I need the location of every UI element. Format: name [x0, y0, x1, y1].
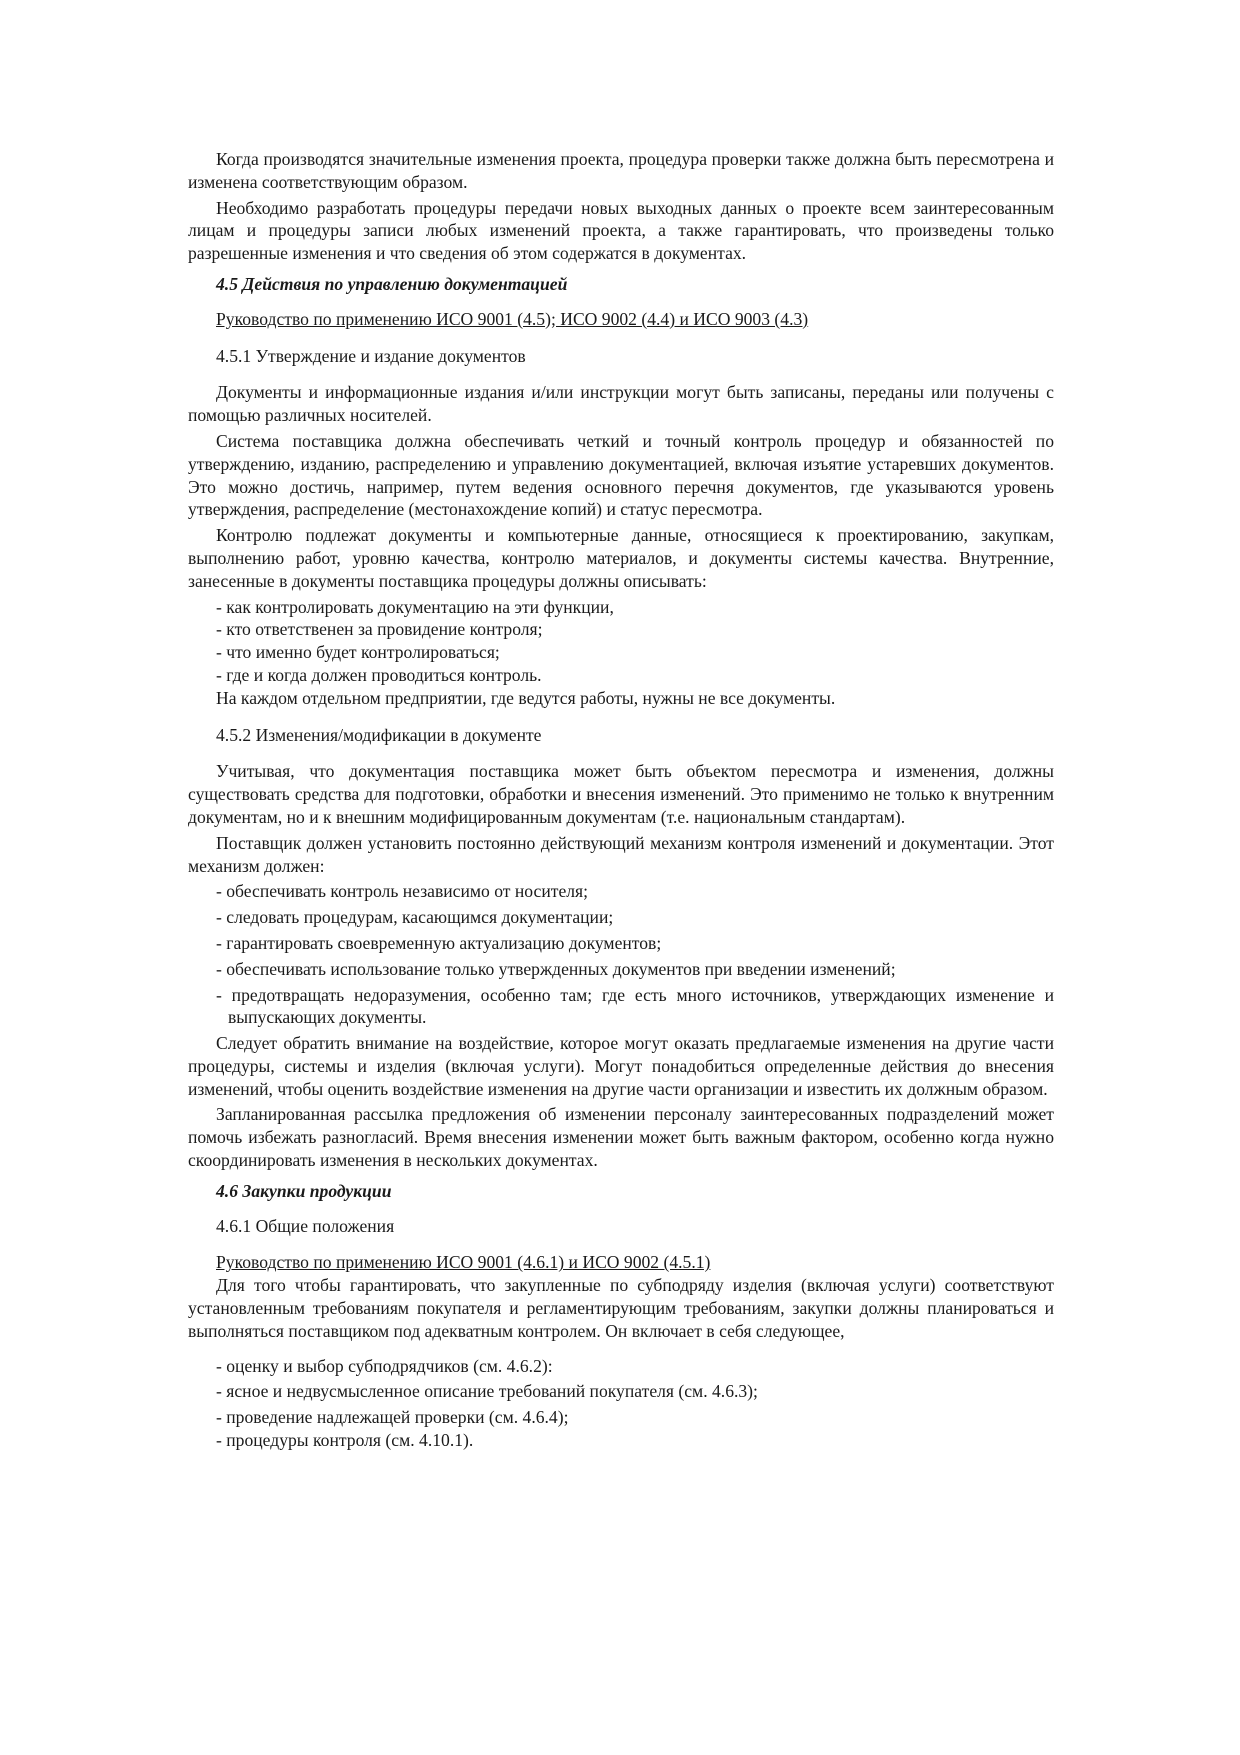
- section-heading-4-5: 4.5 Действия по управлению документацией: [216, 273, 568, 294]
- list-item: - гарантировать своевременную актуализацию документов;: [216, 932, 662, 953]
- paragraph: На каждом отдельном предприятии, где ведутся работы, нужны не все документы.: [216, 687, 836, 708]
- list-item: - где и когда должен проводиться контроль.: [216, 664, 542, 685]
- reference-line: Руководство по применению ИСО 9001 (4.6.1) и ИСО 9002 (4.5.1): [216, 1252, 711, 1273]
- paragraph: Следует обратить внимание на воздействие, которое могут оказать предлагаемые изменения на другие части процедуры, системы и изделия (включая услуги). Могут понадобиться определенные действия до внесения изменений, чтобы оценить воздействие изменения на другие части организации и известить их должным образом.: [188, 1033, 1054, 1099]
- subsection-title: 4.6.1 Общие положения: [216, 1215, 395, 1236]
- list-item: - процедуры контроля (см. 4.10.1).: [216, 1430, 474, 1451]
- section-heading-4-6: 4.6 Закупки продукции: [216, 1180, 392, 1201]
- list-item: - предотвращать недоразумения, особенно там; где есть много источников, утверждающих изменение и выпускающих документы.: [216, 984, 1054, 1028]
- subsection-title: 4.5.2 Изменения/модификации в документе: [216, 724, 542, 745]
- paragraph: Документы и информационные издания и/или инструкции могут быть записаны, переданы или получены с помощью различных носителей.: [188, 382, 1054, 426]
- paragraph: Для того чтобы гарантировать, что закупленные по субподряду изделия (включая услуги) соответствуют установленным требованиям покупателя и регламентирующим требованиям, закупки должны планироваться и выполняться поставщиком под адекватным контролем. Он включает в себя следующее,: [188, 1275, 1054, 1341]
- list-item: - обеспечивать использование только утвержденных документов при введении изменений;: [216, 958, 896, 979]
- list-item: - оценку и выбор субподрядчиков (см. 4.6.2):: [216, 1355, 553, 1376]
- paragraph: Поставщик должен установить постоянно действующий механизм контроля изменений и документации. Этот механизм должен:: [188, 832, 1054, 876]
- paragraph: Запланированная рассылка предложения об изменении персоналу заинтересованных подразделений может помочь избежать разногласий. Время внесения изменении может быть важным фактором, особенно когда нужно скоординировать изменения в нескольких документах.: [188, 1104, 1054, 1171]
- list-item: - что именно будет контролироваться;: [216, 642, 500, 663]
- list-item: - обеспечивать контроль независимо от носителя;: [216, 881, 589, 902]
- list-item: - как контролировать документацию на эти функции,: [216, 596, 614, 617]
- paragraph: Необходимо разработать процедуры передачи новых выходных данных о проекте всем заинтересованным лицам и процедуры записи любых изменений проекта, а также гарантировать, что произведены только разрешенные изменения и что сведения об этом содержатся в документах.: [188, 197, 1054, 264]
- document-page: [188, 148, 1054, 1452]
- subsection-title: 4.5.1 Утверждение и издание документов: [216, 345, 526, 366]
- reference-line: Руководство по применению ИСО 9001 (4.5); ИСО 9002 (4.4) и ИСО 9003 (4.3): [216, 308, 809, 329]
- paragraph: Учитывая, что документация поставщика может быть объектом пересмотра и изменения, должны существовать средства для подготовки, обработки и внесения изменений. Это применимо не только к внутренним документам, но и к внешним модифицированным документам (т.е. национальным стандартам).: [188, 761, 1054, 827]
- paragraph: Система поставщика должна обеспечивать четкий и точный контроль процедур и обязанностей по утверждению, изданию, распределению и управлению документацией, включая изъятие устаревших документов. Это можно достичь, например, путем ведения основного перечня документов, где указываются уровень утверждения, распределение (местонахождение копий) и статус пересмотра.: [188, 430, 1054, 520]
- list-item: - следовать процедурам, касающимся документации;: [216, 907, 614, 928]
- paragraph: Когда производятся значительные изменения проекта, процедура проверки также должна быть пересмотрена и изменена соответствующим образом.: [188, 149, 1054, 192]
- paragraph: Контролю подлежат документы и компьютерные данные, относящиеся к проектированию, закупкам, выполнению работ, уровню качества, контролю материалов, и документы системы качества. Внутренние, занесенные в документы поставщика процедуры должны описывать:: [188, 525, 1054, 591]
- list-item: - ясное и недвусмысленное описание требований покупателя (см. 4.6.3);: [216, 1381, 758, 1402]
- list-item: - кто ответственен за провидение контроля;: [216, 619, 543, 640]
- list-item: - проведение надлежащей проверки (см. 4.6.4);: [216, 1407, 569, 1428]
